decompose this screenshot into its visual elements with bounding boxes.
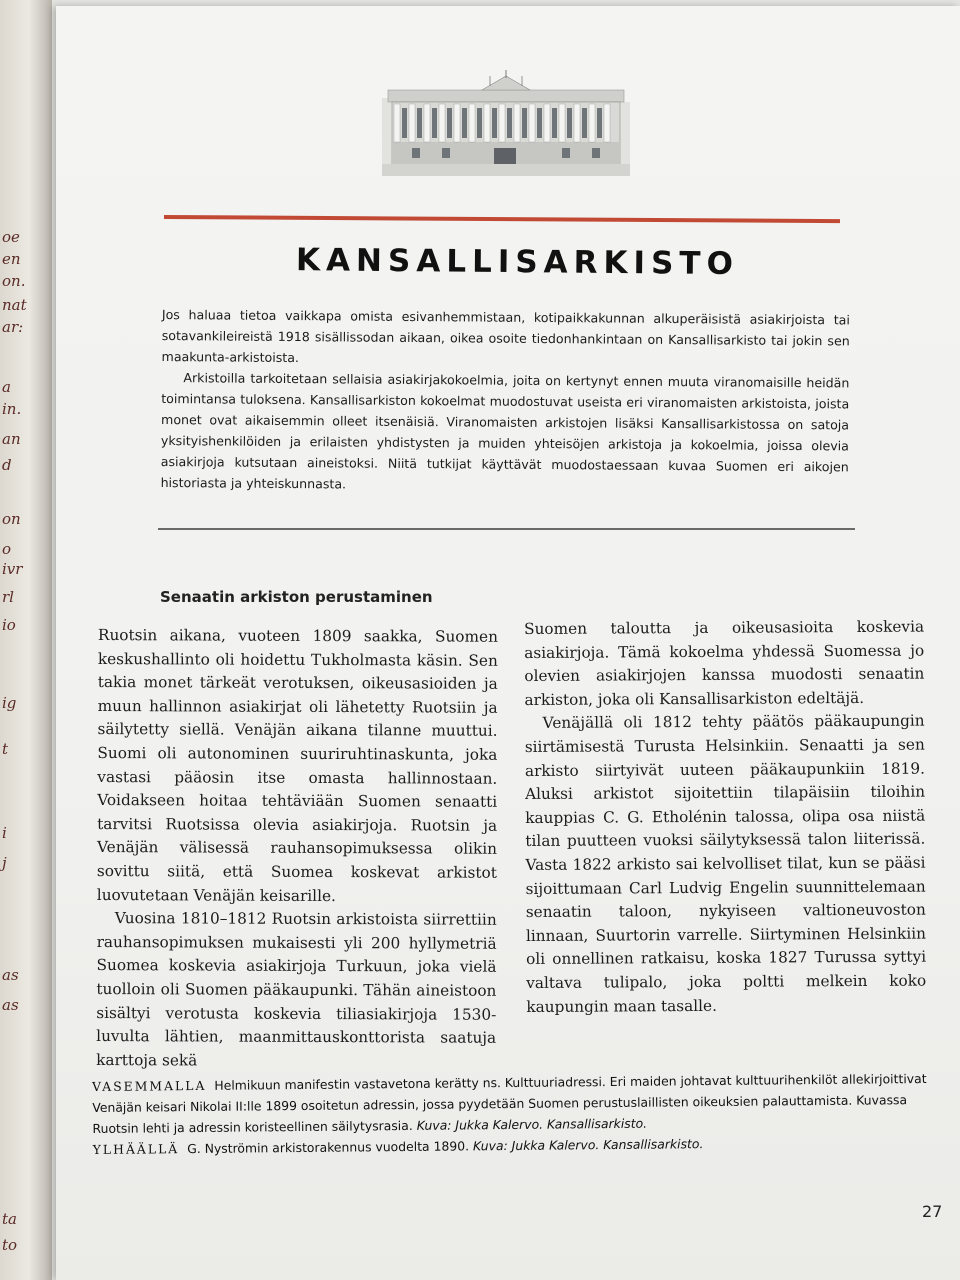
archive-building-illustration (382, 68, 630, 176)
prev-page-fragment: ar: (2, 318, 24, 336)
intro-paragraph: Arkistoilla tarkoitetaan sellaisia asiakirjakokoelmia, joita on kertynyt ennen muuta viranomaisille heidän toimintansa tuloksena. Kansallisarkiston kokoelmat muodostuvat useista eri viranomaisten arkistoista, joista monet ovat aikaisemmin olleet itsenäisiä. Viranomaisten arkistojen lisäksi Kansallisarkistossa on satoja yksityishenkilöiden ja erilaisten yhdistysten ja muiden yhteisöjen arkistoja ja kokoelmia, joissa olevia asiakirjoja kutsutaan aineistoksi. Niitä tutkijat käyttävät muodostaessaan kuvaa Suomen eri aikojen historiasta ja yhteiskunnasta. (160, 370, 850, 492)
image-caption (92, 1068, 943, 1160)
intro-text (161, 304, 850, 498)
prev-page-fragment: i (2, 824, 7, 842)
section-divider (158, 528, 855, 530)
prev-page-fragment: d (2, 456, 12, 474)
prev-page-fragment: on (2, 510, 21, 528)
prev-page-fragment: en (2, 250, 21, 268)
prev-page-fragment: o (2, 540, 12, 558)
body-column-left (96, 624, 498, 1074)
prev-page-fragment: a (2, 378, 11, 396)
prev-page-fragment: to (2, 1236, 18, 1254)
body-column-right (524, 616, 926, 1020)
prev-page-fragment: ta (2, 1210, 17, 1228)
caption-credit-top: Kuva: Jukka Kalervo. Kansallisarkisto. (472, 1136, 704, 1154)
caption-text-left: Helmikuun manifestin vastavetona kerätty ns. Kulttuuriadressi. Eri maiden johtavat kulttuurihenkilöt allekirjoittivat Venäjän keisari Nikolai II:lle 1899 osoitetun adressin, jossa pyydetään Suomen perustuslaillisten oikeuksien palauttamista. Kuvassa Ruotsin lehti ja adressin koristeellinen säilytysrasia. (92, 1070, 927, 1136)
prev-page-fragment: rl (2, 588, 14, 606)
intro-paragraph: Jos haluaa tietoa vaikkapa omista esivanhemmistaan, kotipaikkakunnan alkuperäisistä asiakirjoista tai sotavankileireistä 1918 sisällissodan aikaan, oikea osoite tiedonhankintaan on Kansallisarkisto tai jokin sen maakunta-arkistoista. (161, 306, 850, 366)
prev-page-fragment: as (2, 996, 19, 1014)
body-paragraph: Suomen taloutta ja oikeusasioita koskevia asiakirjoja. Tämä kokoelma yhdessä Suomessa jo olevien asiakirjojen kanssa muodosti senaatin arkiston, joka oli Kansallisarkiston edeltäjä. (524, 617, 925, 709)
caption-credit-left: Kuva: Jukka Kalervo. Kansallisarkisto. (416, 1115, 648, 1133)
page-title: KANSALLISARKISTO (295, 242, 740, 283)
prev-page-fragment: oe (2, 228, 20, 246)
prev-page-fragment: ig (2, 694, 17, 712)
prev-page-fragment: j (2, 854, 7, 872)
caption-text-top: G. Nyströmin arkistorakennus vuodelta 1890. (187, 1138, 470, 1157)
body-paragraph: Vuosina 1810–1812 Ruotsin arkistoista siirrettiin rauhansopimuksen mukaisesti yli 200 hyllymetriä Suomea koskevia asiakirjoja Turkuun, joka vielä tuolloin oli Suomen pääkaupunki. Tähän aineistoon sisältyi verotusta koskevia tiliasiakirjoja 1530-luvulta lähtien, maanmittauskonttorista saatuja karttoja sekä (96, 909, 497, 1070)
prev-page-fragment: on. (2, 272, 26, 290)
prev-page-fragment: in. (2, 400, 22, 418)
prev-page-fragment: as (2, 966, 19, 984)
prev-page-fragment: nat (2, 296, 27, 314)
body-paragraph: Venäjällä oli 1812 tehty päätös pääkaupungin siirtämisestä Turusta Helsinkiin. Senaatti ja sen arkisto siirtyivät uuteen pääkaupunkiin 1819. Aluksi arkistot sijoitettiin tilapäisiin tiloihin kauppias C. G. Etholénin talossa, olipa osa niistä tilan puutteen vuoksi säilytyksessä talon liiterissä. Vasta 1822 arkisto sai kelvolliset tilat, kun se pääsi sijoittumaan Carl Ludvig Engelin suunnittelemaan senaatin taloon, nykyiseen valtioneuvoston linnaan, Suurtorin varrelle. Siirtyminen Helsinkiin oli onnellinen ratkaisu, koska 1827 Turussa syttyi valtava tulipalo, joka poltti melkein koko kaupungin maan tasalle. (524, 711, 927, 1016)
title-accent-rule (164, 215, 840, 223)
caption-lead-left: VASEMMALLA (92, 1077, 207, 1094)
prev-page-fragment: an (2, 430, 21, 448)
previous-page-edge (0, 0, 52, 1280)
book-page (56, 6, 960, 1280)
section-heading: Senaatin arkiston perustaminen (160, 588, 433, 606)
caption-left-entry (92, 1068, 943, 1139)
prev-page-fragment: io (2, 616, 16, 634)
page-number: 27 (922, 1202, 943, 1221)
prev-page-fragment: t (2, 740, 9, 758)
caption-lead-top: YLHÄÄLLÄ (92, 1141, 180, 1157)
prev-page-fragment: ivr (2, 560, 23, 578)
body-paragraph: Ruotsin aikana, vuoteen 1809 saakka, Suomen keskushallinto oli hoidettu Tukholmasta käsin. Sen takia monet tärkeät verotuksen, oikeusasioiden ja muun hallinnon asiakirjat oli lähetetty Ruotsiin ja säilytetty siellä. Venäjän aikana tilanne muuttui. Suomi oli autonominen suuriruhtinaskunta, joka vastasi pääosin itse omasta hallinnostaan. Voidakseen hoitaa tehtäviään Suomen senaatti tarvitsi Ruotsissa olevia asiakirjoja. Ruotsin ja Venäjän välisessä rauhansopimuksessa olikin sovittu siitä, että Suomea koskevat arkistot luovutetaan Venäjän keisarille. (96, 626, 498, 905)
